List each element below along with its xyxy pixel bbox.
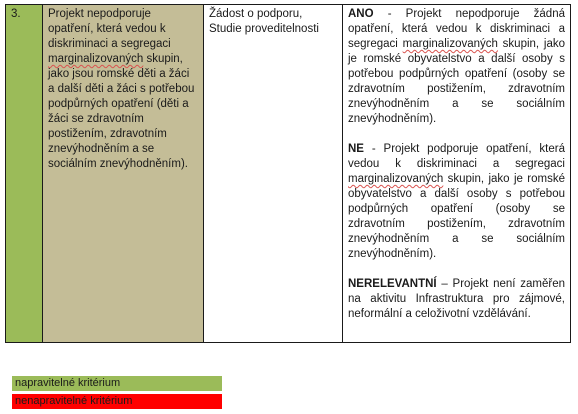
ano-label: ANO — [348, 8, 374, 20]
row-number-cell — [6, 5, 43, 343]
criterion-cell — [43, 5, 204, 343]
ano-text-2: marginalizovaných — [402, 38, 498, 50]
nerelevantni-label: NERELEVANTNÍ — [348, 278, 437, 290]
legend-correctable: napravitelné kritérium — [12, 376, 222, 391]
nerelevantni-text: – Projekt není zaměřen na aktivitu Infrastruktura pro zájmové, neformální a celoživotní vzdělávání. — [348, 278, 565, 320]
evaluation-ano — [348, 7, 565, 127]
legend-not-correctable: nenapravitelné kritérium — [12, 394, 222, 409]
criterion-text-2: marginalizovaných — [48, 53, 144, 65]
row-number: 3. — [11, 8, 21, 20]
source-text: Žádost o podporu, Studie proveditelnosti — [209, 8, 319, 35]
criterion-text-1: Projekt nepodporuje opatření, která vedou k diskriminaci a segregaci — [48, 8, 171, 50]
ano-text-1: - Projekt nepodporuje žádná opatření, která vedou k diskriminaci a segregaci — [348, 8, 565, 50]
criteria-table — [5, 4, 571, 343]
criterion-text-3: skupin, jako jsou romské děti a žáci a další děti a žáci s potřebou podpůrných opatření (děti a žáci se zdravotním postižením, zdravotním znevýhodněním a se sociálním znevýhodněním). — [48, 53, 195, 170]
evaluation-cell — [343, 5, 571, 343]
source-cell — [204, 5, 343, 343]
ne-text-2: marginalizovaných — [348, 173, 444, 185]
table-row — [6, 5, 571, 343]
evaluation-ne — [348, 142, 565, 262]
ne-text-3: skupin, jako je romské obyvatelstvo a další osoby s potřebou podpůrných opatření (osoby se zdravotním postižením, zdravotním znevýhodněním a se sociálním znevýhodněním). — [348, 173, 565, 260]
ne-text-1: - Projekt podporuje opatření, která vedou k diskriminaci a segregaci — [348, 143, 565, 170]
ne-label: NE — [348, 143, 364, 155]
evaluation-nerelevantni — [348, 277, 565, 322]
ano-text-3: skupin, jako je romské obyvatelstvo a další osoby s potřebou podpůrných opatření (osoby se zdravotním postižením, zdravotním znevýhodněním a se sociálním znevýhodněním). — [348, 38, 565, 125]
